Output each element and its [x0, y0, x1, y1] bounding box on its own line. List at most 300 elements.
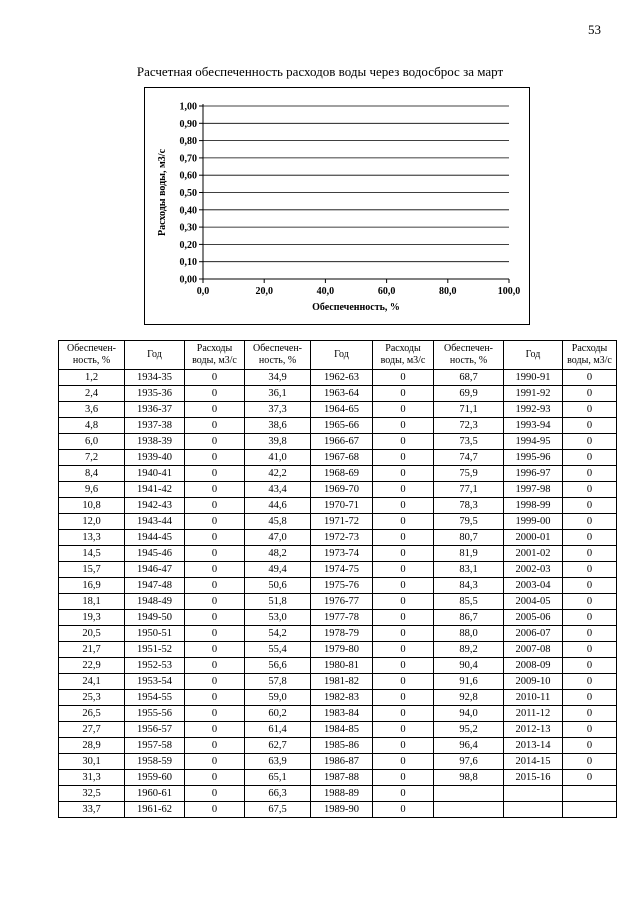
table-cell: 0 [373, 386, 434, 402]
table-cell: 1975-76 [311, 578, 373, 594]
table-cell: 1965-66 [311, 418, 373, 434]
table-cell: 89,2 [434, 642, 504, 658]
table-row [59, 434, 617, 450]
y-tick-label: 0,90 [179, 118, 197, 130]
table-cell: 1958-59 [125, 754, 185, 770]
table-cell: 0 [563, 610, 617, 626]
table-cell: 0 [373, 674, 434, 690]
table-cell: 18,1 [59, 594, 125, 610]
table-cell: 47,0 [245, 530, 311, 546]
x-tick-label: 100,0 [497, 286, 521, 297]
table-cell: 1986-87 [311, 754, 373, 770]
data-table [58, 340, 617, 818]
table-cell: 1982-83 [311, 690, 373, 706]
table-cell: 2009-10 [504, 674, 563, 690]
table-cell: 1999-00 [504, 514, 563, 530]
table-cell: 0 [563, 450, 617, 466]
table-cell: 96,4 [434, 738, 504, 754]
table-cell: 0 [185, 434, 245, 450]
table-cell: 80,7 [434, 530, 504, 546]
table-cell: 94,0 [434, 706, 504, 722]
table-cell: 0 [563, 434, 617, 450]
page-number: 53 [588, 22, 601, 37]
table-cell: 9,6 [59, 482, 125, 498]
table-cell: 1939-40 [125, 450, 185, 466]
table-cell: 0 [563, 546, 617, 562]
table-cell [434, 802, 504, 818]
table-cell: 0 [185, 594, 245, 610]
table-cell: 2013-14 [504, 738, 563, 754]
table-cell: 0 [373, 722, 434, 738]
table-cell: 1945-46 [125, 546, 185, 562]
table-cell: 74,7 [434, 450, 504, 466]
table-row [59, 546, 617, 562]
table-cell: 37,3 [245, 402, 311, 418]
table-cell: 0 [563, 642, 617, 658]
table-cell: 56,6 [245, 658, 311, 674]
y-tick-label: 0,70 [179, 153, 197, 165]
table-cell: 2010-11 [504, 690, 563, 706]
table-row [59, 514, 617, 530]
table-cell: 1976-77 [311, 594, 373, 610]
table-cell: 43,4 [245, 482, 311, 498]
column-header: Обеспечен-ность, % [245, 341, 311, 370]
table-cell: 1952-53 [125, 658, 185, 674]
chart-title: Расчетная обеспеченность расходов воды через водосброс за март [136, 64, 504, 79]
table-cell: 78,3 [434, 498, 504, 514]
table-cell: 4,8 [59, 418, 125, 434]
table-cell: 1957-58 [125, 738, 185, 754]
table-row [59, 498, 617, 514]
table-cell: 0 [185, 402, 245, 418]
table-cell: 2005-06 [504, 610, 563, 626]
table-cell: 1991-92 [504, 386, 563, 402]
table-cell: 0 [185, 610, 245, 626]
table-row [59, 418, 617, 434]
table-cell: 32,5 [59, 786, 125, 802]
table-cell: 2008-09 [504, 658, 563, 674]
table-cell: 1942-43 [125, 498, 185, 514]
table-cell: 62,7 [245, 738, 311, 754]
table-cell: 1950-51 [125, 626, 185, 642]
table-cell: 1987-88 [311, 770, 373, 786]
table-cell: 27,7 [59, 722, 125, 738]
table-cell: 0 [373, 450, 434, 466]
table-cell: 0 [373, 530, 434, 546]
table-cell: 1978-79 [311, 626, 373, 642]
table-cell: 48,2 [245, 546, 311, 562]
table-header-row [59, 341, 617, 370]
table-row [59, 402, 617, 418]
table-cell: 0 [563, 690, 617, 706]
table-cell: 0 [373, 706, 434, 722]
table-cell: 38,6 [245, 418, 311, 434]
table-cell: 1992-93 [504, 402, 563, 418]
table-cell: 55,4 [245, 642, 311, 658]
table-cell: 63,9 [245, 754, 311, 770]
table-cell: 1983-84 [311, 706, 373, 722]
table-cell: 1954-55 [125, 690, 185, 706]
table-cell: 69,9 [434, 386, 504, 402]
table-cell: 2011-12 [504, 706, 563, 722]
table-cell: 0 [373, 370, 434, 386]
table-cell: 0 [563, 626, 617, 642]
table-cell: 1981-82 [311, 674, 373, 690]
table-cell: 0 [373, 546, 434, 562]
table-cell: 0 [185, 562, 245, 578]
table-cell: 2012-13 [504, 722, 563, 738]
table-row [59, 674, 617, 690]
table-cell: 0 [373, 498, 434, 514]
table-cell: 1961-62 [125, 802, 185, 818]
table-cell: 1951-52 [125, 642, 185, 658]
table-cell: 0 [373, 418, 434, 434]
y-tick-label: 0,20 [179, 239, 197, 251]
table-cell: 1937-38 [125, 418, 185, 434]
table-cell: 2007-08 [504, 642, 563, 658]
table-cell: 0 [373, 626, 434, 642]
table-cell: 1979-80 [311, 642, 373, 658]
table-cell: 0 [563, 738, 617, 754]
table-cell: 0 [563, 658, 617, 674]
table-cell [504, 802, 563, 818]
table-cell: 2003-04 [504, 578, 563, 594]
x-tick-label: 40,0 [316, 286, 335, 297]
table-cell: 75,9 [434, 466, 504, 482]
table-row [59, 594, 617, 610]
y-tick-label: 0,30 [179, 222, 197, 234]
table-cell: 1998-99 [504, 498, 563, 514]
table-cell: 1971-72 [311, 514, 373, 530]
table-cell: 2014-15 [504, 754, 563, 770]
table-row [59, 738, 617, 754]
table-cell: 13,3 [59, 530, 125, 546]
x-tick-label: 20,0 [255, 286, 273, 297]
table-cell: 91,6 [434, 674, 504, 690]
chart-svg [145, 88, 531, 326]
table-cell: 2001-02 [504, 546, 563, 562]
table-cell: 0 [563, 578, 617, 594]
table-cell: 65,1 [245, 770, 311, 786]
table-cell: 0 [185, 498, 245, 514]
table-cell: 1960-61 [125, 786, 185, 802]
table-cell: 0 [185, 514, 245, 530]
table-cell: 1973-74 [311, 546, 373, 562]
table-cell: 83,1 [434, 562, 504, 578]
table-row [59, 610, 617, 626]
table-row [59, 770, 617, 786]
table-row [59, 786, 617, 802]
table-cell: 0 [563, 706, 617, 722]
table-cell: 86,7 [434, 610, 504, 626]
table-cell: 88,0 [434, 626, 504, 642]
column-header: Год [125, 341, 185, 370]
column-header: Обеспечен-ность, % [59, 341, 125, 370]
table-cell: 0 [563, 466, 617, 482]
table-cell: 1972-73 [311, 530, 373, 546]
table-cell: 0 [563, 770, 617, 786]
table-cell: 51,8 [245, 594, 311, 610]
table-cell: 1985-86 [311, 738, 373, 754]
table-cell: 90,4 [434, 658, 504, 674]
table-cell: 67,5 [245, 802, 311, 818]
table-cell: 30,1 [59, 754, 125, 770]
table-cell: 0 [185, 450, 245, 466]
table-cell: 1948-49 [125, 594, 185, 610]
table-cell: 1994-95 [504, 434, 563, 450]
table-row [59, 658, 617, 674]
table-cell: 10,8 [59, 498, 125, 514]
table-cell: 1966-67 [311, 434, 373, 450]
table-cell: 1996-97 [504, 466, 563, 482]
table-cell: 1,2 [59, 370, 125, 386]
table-cell: 53,0 [245, 610, 311, 626]
table-cell: 2,4 [59, 386, 125, 402]
y-axis-label: Расходы воды, м3/с [157, 148, 168, 237]
table-row [59, 626, 617, 642]
table-cell: 98,8 [434, 770, 504, 786]
column-header: Расходы воды, м3/с [185, 341, 245, 370]
table-cell: 85,5 [434, 594, 504, 610]
table-cell: 1968-69 [311, 466, 373, 482]
table-cell: 1944-45 [125, 530, 185, 546]
table-cell: 1970-71 [311, 498, 373, 514]
column-header: Расходы воды, м3/с [373, 341, 434, 370]
table-cell: 49,4 [245, 562, 311, 578]
table-cell: 0 [185, 642, 245, 658]
table-row [59, 722, 617, 738]
table-cell: 2006-07 [504, 626, 563, 642]
table-cell: 7,2 [59, 450, 125, 466]
table-cell: 79,5 [434, 514, 504, 530]
table-cell: 0 [185, 530, 245, 546]
table-row [59, 370, 617, 386]
table-row [59, 706, 617, 722]
table-cell: 0 [185, 706, 245, 722]
table-cell: 0 [373, 594, 434, 610]
table-cell: 72,3 [434, 418, 504, 434]
table-cell: 97,6 [434, 754, 504, 770]
table-cell: 0 [563, 530, 617, 546]
table-cell: 0 [373, 514, 434, 530]
table-cell: 31,3 [59, 770, 125, 786]
table-cell: 16,9 [59, 578, 125, 594]
table-cell: 24,1 [59, 674, 125, 690]
table-row [59, 754, 617, 770]
table-row [59, 482, 617, 498]
y-tick-label: 0,50 [179, 188, 197, 199]
table-cell: 2000-01 [504, 530, 563, 546]
table-cell: 0 [563, 370, 617, 386]
table-cell: 1946-47 [125, 562, 185, 578]
x-tick-label: 60,0 [377, 286, 396, 297]
table-cell: 50,6 [245, 578, 311, 594]
x-axis-label: Обеспеченность, % [312, 302, 400, 313]
table-cell: 66,3 [245, 786, 311, 802]
table-cell: 0 [563, 754, 617, 770]
table-cell: 57,8 [245, 674, 311, 690]
table-cell: 1977-78 [311, 610, 373, 626]
table-row [59, 642, 617, 658]
table-cell: 1980-81 [311, 658, 373, 674]
table-cell: 0 [373, 402, 434, 418]
table-cell: 2002-03 [504, 562, 563, 578]
y-tick-label: 0,40 [179, 205, 197, 217]
table-cell: 0 [185, 754, 245, 770]
table-cell: 0 [373, 482, 434, 498]
table-cell: 1941-42 [125, 482, 185, 498]
chart-frame [144, 87, 530, 325]
table-cell: 25,3 [59, 690, 125, 706]
table-cell: 1956-57 [125, 722, 185, 738]
y-tick-label: 0,10 [179, 257, 197, 269]
table-cell: 1959-60 [125, 770, 185, 786]
table-cell: 0 [185, 386, 245, 402]
table-cell: 1949-50 [125, 610, 185, 626]
table-cell: 45,8 [245, 514, 311, 530]
table-cell: 0 [373, 434, 434, 450]
table-cell: 0 [185, 658, 245, 674]
table-cell: 0 [373, 786, 434, 802]
y-tick-label: 0,80 [179, 136, 197, 148]
table-row [59, 386, 617, 402]
table-cell: 8,4 [59, 466, 125, 482]
table-cell: 0 [185, 738, 245, 754]
table-cell: 0 [185, 578, 245, 594]
table-cell: 0 [185, 466, 245, 482]
table-cell: 0 [563, 674, 617, 690]
table-cell: 15,7 [59, 562, 125, 578]
table-cell: 1993-94 [504, 418, 563, 434]
table-cell: 60,2 [245, 706, 311, 722]
table-cell: 81,9 [434, 546, 504, 562]
y-tick-label: 1,00 [179, 101, 197, 113]
table-row [59, 690, 617, 706]
table-cell: 71,1 [434, 402, 504, 418]
table-cell: 19,3 [59, 610, 125, 626]
table-cell: 1988-89 [311, 786, 373, 802]
table-cell: 44,6 [245, 498, 311, 514]
table-cell: 0 [563, 418, 617, 434]
table-cell: 0 [373, 802, 434, 818]
column-header: Год [311, 341, 373, 370]
table-cell: 6,0 [59, 434, 125, 450]
table-cell: 41,0 [245, 450, 311, 466]
table-cell: 1940-41 [125, 466, 185, 482]
table-cell: 1969-70 [311, 482, 373, 498]
table-cell: 0 [185, 770, 245, 786]
table-cell: 1967-68 [311, 450, 373, 466]
table-cell: 84,3 [434, 578, 504, 594]
table-cell: 0 [185, 722, 245, 738]
table-cell: 0 [185, 370, 245, 386]
table-cell: 1963-64 [311, 386, 373, 402]
table-row [59, 450, 617, 466]
table-cell [563, 802, 617, 818]
table-cell: 54,2 [245, 626, 311, 642]
table-cell: 0 [373, 754, 434, 770]
table-cell: 0 [373, 642, 434, 658]
table-row [59, 802, 617, 818]
table-cell: 1974-75 [311, 562, 373, 578]
table-cell: 0 [563, 482, 617, 498]
table-cell: 1995-96 [504, 450, 563, 466]
table-cell: 1936-37 [125, 402, 185, 418]
table-cell: 0 [563, 594, 617, 610]
table-cell: 68,7 [434, 370, 504, 386]
table-row [59, 466, 617, 482]
table-cell: 0 [373, 738, 434, 754]
table-cell: 1953-54 [125, 674, 185, 690]
table-cell: 21,7 [59, 642, 125, 658]
table-cell: 0 [185, 546, 245, 562]
column-header: Обеспечен-ность, % [434, 341, 504, 370]
table-cell: 1997-98 [504, 482, 563, 498]
table-cell: 34,9 [245, 370, 311, 386]
table-cell: 42,2 [245, 466, 311, 482]
table-cell: 1984-85 [311, 722, 373, 738]
table-cell: 0 [563, 386, 617, 402]
table-cell: 1943-44 [125, 514, 185, 530]
table-cell: 77,1 [434, 482, 504, 498]
table-cell: 0 [373, 466, 434, 482]
table-cell: 0 [185, 626, 245, 642]
table-cell: 0 [563, 498, 617, 514]
table-cell [434, 786, 504, 802]
table-cell: 1955-56 [125, 706, 185, 722]
table-cell: 0 [373, 690, 434, 706]
table-cell: 26,5 [59, 706, 125, 722]
table-cell: 1934-35 [125, 370, 185, 386]
table-cell [563, 786, 617, 802]
table-cell [504, 786, 563, 802]
table-cell: 0 [373, 610, 434, 626]
table-cell: 0 [563, 514, 617, 530]
table-cell: 1990-91 [504, 370, 563, 386]
table-cell: 0 [185, 418, 245, 434]
y-tick-label: 0,60 [179, 170, 197, 182]
table-row [59, 578, 617, 594]
table-cell: 33,7 [59, 802, 125, 818]
table-cell: 0 [185, 802, 245, 818]
table-cell: 20,5 [59, 626, 125, 642]
column-header: Год [504, 341, 563, 370]
table-cell: 0 [185, 482, 245, 498]
table-cell: 0 [185, 674, 245, 690]
table-cell: 36,1 [245, 386, 311, 402]
table-cell: 14,5 [59, 546, 125, 562]
table-cell: 0 [373, 562, 434, 578]
table-cell: 1935-36 [125, 386, 185, 402]
x-tick-label: 0,0 [196, 286, 210, 297]
table-cell: 95,2 [434, 722, 504, 738]
column-header: Расходы воды, м3/с [563, 341, 617, 370]
table-cell: 28,9 [59, 738, 125, 754]
table-cell: 1938-39 [125, 434, 185, 450]
table-cell: 0 [185, 786, 245, 802]
table-cell: 0 [373, 578, 434, 594]
table-cell: 73,5 [434, 434, 504, 450]
table-cell: 92,8 [434, 690, 504, 706]
table-cell: 39,8 [245, 434, 311, 450]
y-tick-label: 0,00 [179, 274, 197, 286]
table-cell: 2015-16 [504, 770, 563, 786]
table-cell: 1962-63 [311, 370, 373, 386]
table-cell: 1947-48 [125, 578, 185, 594]
table-cell: 0 [373, 770, 434, 786]
table-cell: 0 [373, 658, 434, 674]
table-cell: 61,4 [245, 722, 311, 738]
